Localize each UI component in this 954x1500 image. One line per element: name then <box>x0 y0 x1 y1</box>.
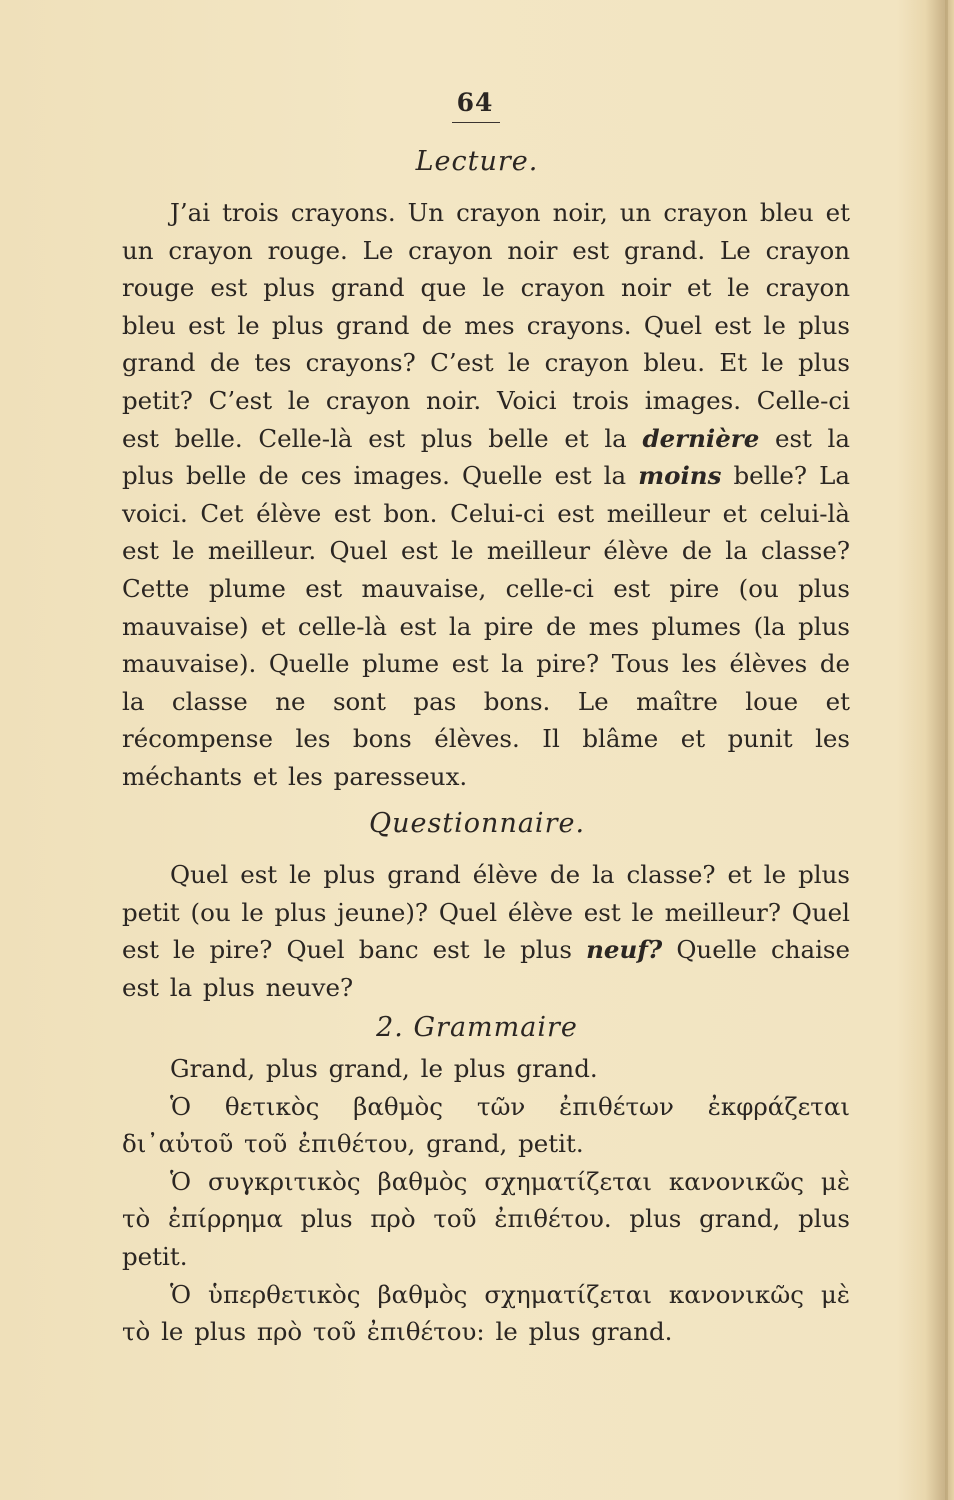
page-number-rule <box>452 122 500 123</box>
grammaire-comparative: Ὁ συγκριτικὸς βαθμὸς σχηματίζεται κανονικῶς μὲ τὸ ἐπίρρημα plus πρὸ τοῦ ἐπιθέτου. plus grand, plus petit. <box>122 1166 850 1271</box>
page-edge <box>945 0 948 1500</box>
questionnaire-heading: Questionnaire. <box>368 808 586 839</box>
grammaire-superlative: Ὁ ὑπερθετικὸς βαθμὸς σχηματίζεται κανονικῶς μὲ τὸ le plus πρὸ τοῦ ἐπιθέτου: le plus grand. <box>122 1279 850 1347</box>
grammaire-heading: 2. Grammaire <box>376 1012 578 1043</box>
emphasis-derniere: dernière <box>642 423 760 453</box>
page-number: 64 <box>456 88 494 117</box>
grammaire-positive: Ὁ θετικὸς βαθμὸς τῶν ἐπιθέτων ἐκφράζεται δι᾽αὐτοῦ τοῦ ἐπιθέτου, grand, petit. <box>122 1091 850 1159</box>
emphasis-moins: moins <box>638 461 722 491</box>
emphasis-neuf: neuf? <box>586 935 663 965</box>
grammaire-example-line: Grand, plus grand, le plus grand. <box>170 1054 598 1083</box>
grammaire-text <box>122 1050 850 1351</box>
lecture-text <box>122 194 850 796</box>
lecture-paragraph: J’ai trois crayons. Un crayon noir, un crayon bleu et un crayon rouge. Le crayon noir est grand. Le crayon rouge est plus grand que le crayon noir et le crayon bleu est le plus grand de mes crayons. Quel est le plus grand de tes crayons? C’est le crayon bleu. Et le plus petit? C’est le crayon noir. Voici trois images. Celle-ci est belle. Celle-là est plus belle et la dernière est la plus belle de ces images. Quelle est la moins belle? La voici. Cet élève est bon. Celui-ci est meilleur et celui-là est le meilleur. Quel est le meilleur élève de la classe? Cette plume est mauvaise, celle-ci est pire (ou plus mauvaise) et celle-là est la pire de mes plumes (la plus mauvaise). Quelle plume est la pire? Tous les élèves de la classe ne sont pas bons. Le maître loue et récompense les bons élèves. Il blâme et punit les méchants et les paresseux. <box>122 198 850 791</box>
questionnaire-text <box>122 856 850 1006</box>
lecture-heading: Lecture. <box>415 146 539 177</box>
questionnaire-paragraph: Quel est le plus grand élève de la classe? et le plus petit (ou le plus jeune)? Quel élève est le meilleur? Quel est le pire? Quel banc est le plus neuf? Quelle chaise est la plus neuve? <box>122 860 850 1002</box>
